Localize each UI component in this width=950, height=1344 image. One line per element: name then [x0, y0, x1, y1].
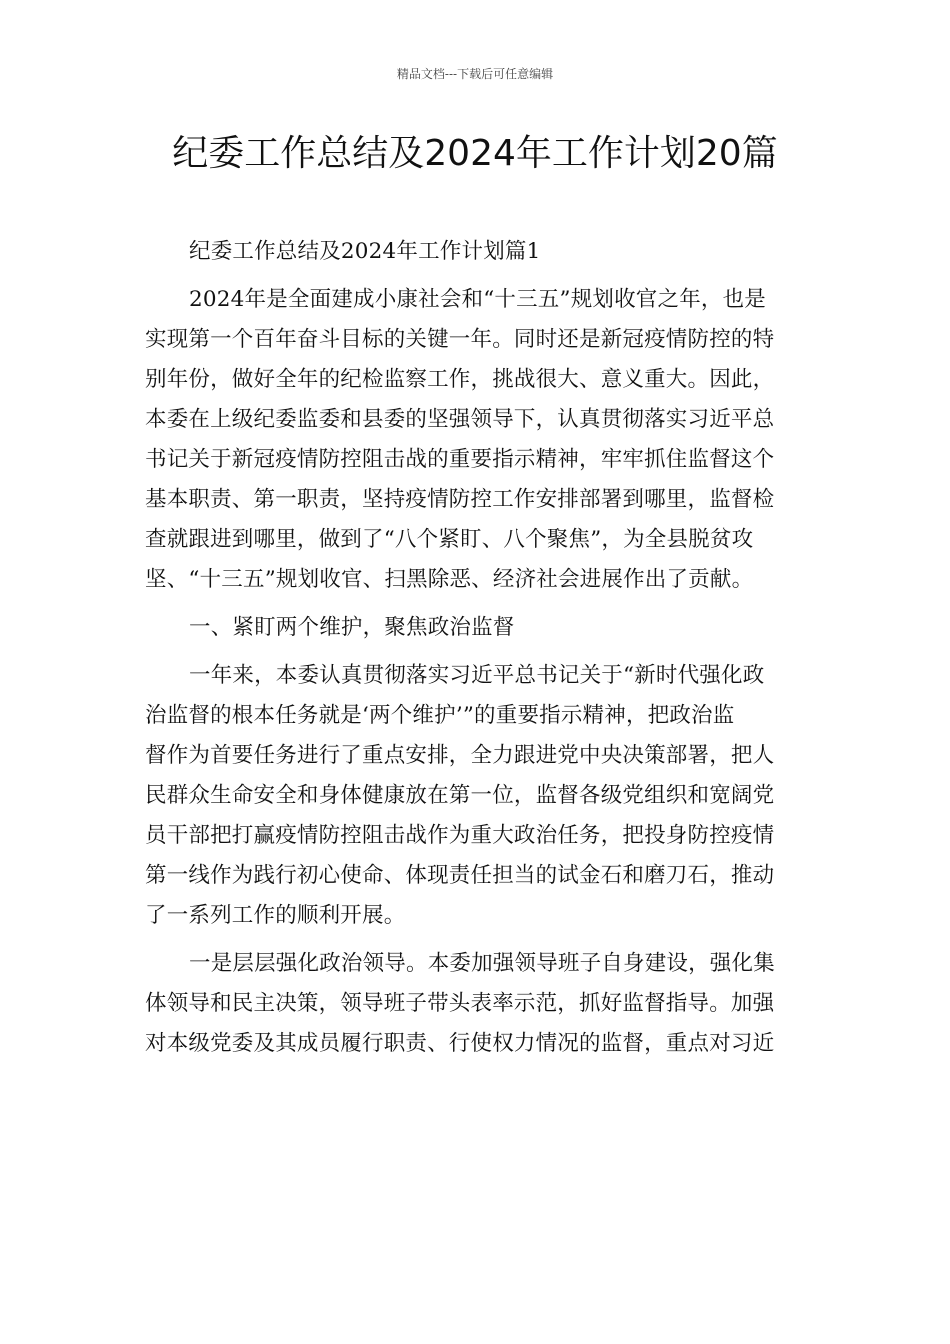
- text-line: 了一系列工作的顺利开展。: [145, 903, 406, 928]
- paragraph-subtitle: [145, 232, 805, 272]
- text-line: 民群众生命安全和身体健康放在第一位，监督各级党组织和宽阔党: [145, 783, 775, 808]
- text-line: 员干部把打赢疫情防控阻击战作为重大政治任务，把投身防控疫情: [145, 823, 775, 848]
- text-line: 体领导和民主决策，领导班子带头表率示范，抓好监督指导。加强: [145, 991, 775, 1016]
- paragraph-intro: [145, 280, 805, 600]
- text-line: 别年份，做好全年的纪检监察工作，挑战很大、意义重大。因此，: [145, 367, 775, 392]
- text-line: 实现第一个百年奋斗目标的关键一年。同时还是新冠疫情防控的特: [145, 327, 775, 352]
- document-title: 纪委工作总结及2024年工作计划20篇: [172, 133, 778, 174]
- text-line: 坚、“十三五”规划收官、扫黑除恶、经济社会进展作出了贡献。: [145, 567, 754, 592]
- document-body: [145, 232, 805, 1064]
- text-line: 一年来，本委认真贯彻落实习近平总书记关于“新时代强化政: [189, 663, 765, 688]
- text-line: 基本职责、第一职责，坚持疫情防控工作安排部署到哪里，监督检: [145, 487, 775, 512]
- text-line: 查就跟进到哪里，做到了“八个紧盯、八个聚焦”，为全县脱贫攻: [145, 527, 754, 552]
- paragraph-section-body: [145, 656, 805, 936]
- text-line: 纪委工作总结及2024年工作计划篇1: [189, 239, 541, 264]
- text-line: 督作为首要任务进行了重点安排，全力跟进党中央决策部署，把人: [145, 743, 775, 768]
- page-header: 精品文档---下载后可任意编辑: [396, 67, 554, 81]
- text-line: 一是层层强化政治领导。本委加强领导班子自身建设，强化集: [189, 951, 775, 976]
- text-line: 本委在上级纪委监委和县委的坚强领导下，认真贯彻落实习近平总: [145, 407, 775, 432]
- paragraph-section-heading: [145, 608, 805, 648]
- paragraph-point-one: [145, 944, 805, 1064]
- text-line: 一、紧盯两个维护，聚焦政治监督: [189, 615, 515, 640]
- text-line: 书记关于新冠疫情防控阻击战的重要指示精神，牢牢抓住监督这个: [145, 447, 775, 472]
- text-line: 2024年是全面建成小康社会和“十三五”规划收官之年，也是: [189, 287, 767, 312]
- text-line: 对本级党委及其成员履行职责、行使权力情况的监督，重点对习近: [145, 1031, 775, 1056]
- text-line: 第一线作为践行初心使命、体现责任担当的试金石和磨刀石，推动: [145, 863, 775, 888]
- text-line: 治监督的根本任务就是‘两个维护’”的重要指示精神，把政治监: [145, 703, 735, 728]
